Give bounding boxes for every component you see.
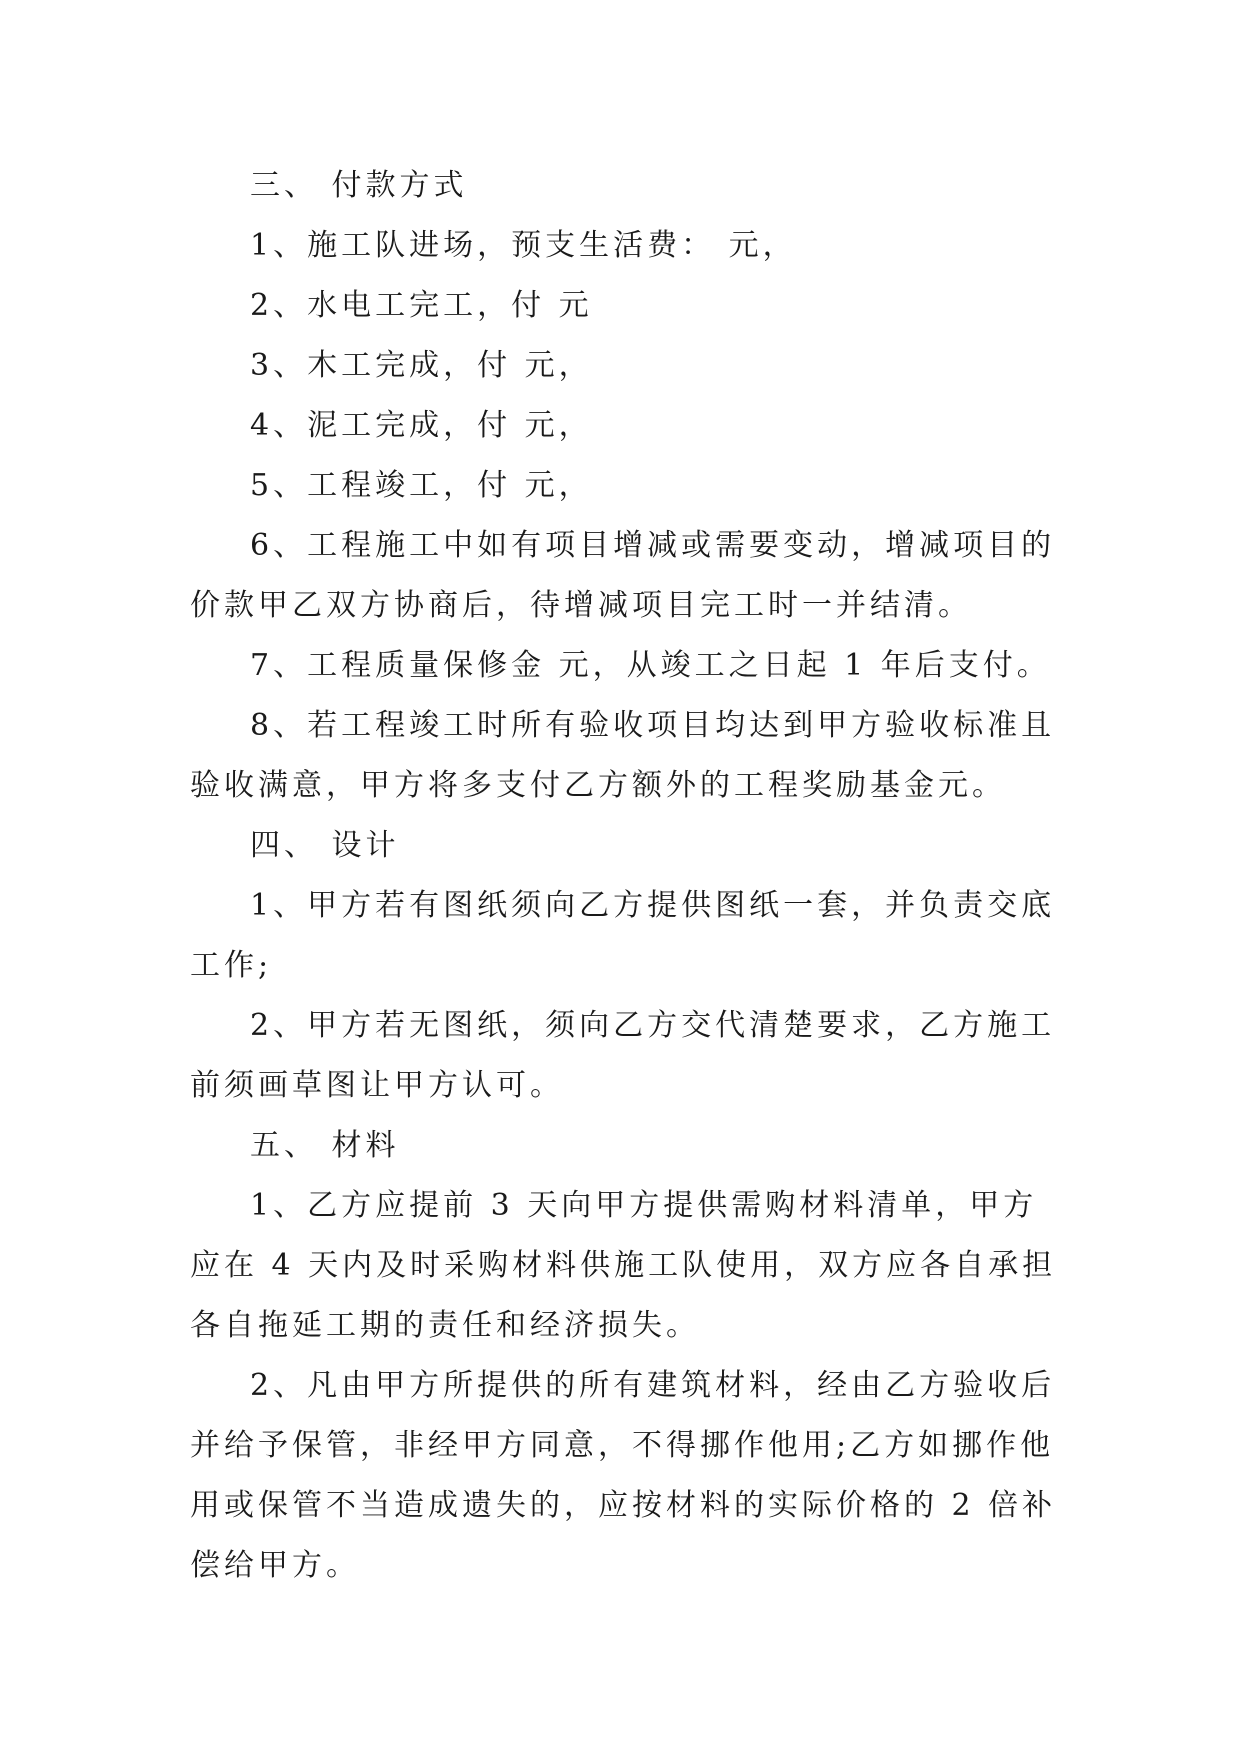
section-heading-materials: 五、 材料 bbox=[250, 1128, 400, 1163]
design-item-2: 2、甲方若无图纸，须向乙方交代清楚要求，乙方施工前须画草图让甲方认可。 bbox=[190, 1008, 1056, 1103]
payment-item-5: 5、工程竣工，付 元， bbox=[250, 468, 593, 503]
design-item-1: 1、甲方若有图纸须向乙方提供图纸一套，并负责交底工作; bbox=[190, 888, 1056, 983]
section-heading-payment: 三、 付款方式 bbox=[250, 168, 468, 203]
payment-item-2: 2、水电工完工，付 元 bbox=[250, 288, 593, 323]
payment-item-1: 1、施工队进场，预支生活费： 元， bbox=[250, 228, 797, 263]
payment-item-3: 3、木工完成，付 元， bbox=[250, 348, 593, 383]
materials-item-1: 1、乙方应提前 3 天向甲方提供需购材料清单，甲方应在 4 天内及时采购材料供施工队使用，双方应各自承担各自拖延工期的责任和经济损失。 bbox=[190, 1188, 1057, 1343]
document-body bbox=[190, 156, 1060, 1596]
payment-item-6: 6、工程施工中如有项目增减或需要变动，增减项目的价款甲乙双方协商后，待增减项目完工时一并结清。 bbox=[190, 528, 1056, 623]
materials-item-2: 2、凡由甲方所提供的所有建筑材料，经由乙方验收后并给予保管，非经甲方同意，不得挪作他用;乙方如挪作他用或保管不当造成遗失的，应按材料的实际价格的 2 倍补偿给甲方。 bbox=[190, 1368, 1057, 1583]
payment-item-8: 8、若工程竣工时所有验收项目均达到甲方验收标准且验收满意，甲方将多支付乙方额外的工程奖励基金元。 bbox=[190, 708, 1056, 803]
payment-item-4: 4、泥工完成，付 元， bbox=[250, 408, 593, 443]
section-heading-design: 四、 设计 bbox=[250, 828, 400, 863]
payment-item-7: 7、工程质量保修金 元，从竣工之日起 1 年后支付。 bbox=[250, 648, 1051, 683]
